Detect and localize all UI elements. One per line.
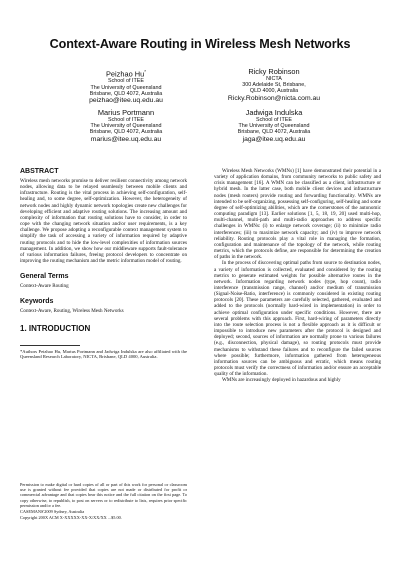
introduction-heading: 1. INTRODUCTION: [20, 323, 91, 333]
author-affiliation-line: QLD 4000, Australia: [249, 88, 299, 95]
author-card: [206, 67, 342, 105]
author-card: [58, 108, 194, 144]
author-affiliation-line: The University of Queensland: [238, 123, 310, 130]
author-affiliation-line: 300 Adelaide St, Brisbane,: [242, 82, 306, 89]
author-affiliation-line: School of ITEE: [108, 117, 144, 124]
copyright-text: Copyright 200X ACM X-XXXXX-XX-X/XX/XX ...$5.00.: [20, 515, 122, 521]
general-terms-text: Context-Aware Routing: [20, 283, 69, 290]
general-terms-heading: General Terms: [20, 273, 69, 281]
author-name: Ricky Robinson: [248, 67, 300, 76]
author-affiliation-line: The University of Queensland: [90, 123, 162, 130]
author-name: Jadwiga Indulska: [245, 108, 303, 118]
abstract-text: Wireless mesh networks promise to deliver resilient connectivity among network nodes, allowing data to be relayed seamlessly between mobile clients and infrastructure. Routing is the vital process in achieving self-configuration, self-healing and, to some degree, self-optimization. However, the heterogeneity of network nodes and highly dynamic network topologies create new challenges for developing efficient and adaptive routing solutions. The increasing amount and complexity of information that routing solutions have to consider, in order to cope with the changing network situation and/or user requirements, is a key challenge. We propose adopting a reconfigurable context management system to simplify the task of accessing a variety of information required by adaptive routing protocols and to hide the low-level complexities of information sources management. In addition, we show how our middleware supports fault-tolerance of various information failures, freeing protocol developers to concentrate on improving the routing mechanism and the metric information model of routing.: [20, 178, 187, 265]
author-email: marius@itee.uq.edu.au: [90, 135, 162, 143]
author-affiliation-line: School of ITEE: [256, 117, 292, 124]
keywords-heading: Keywords: [20, 298, 54, 306]
intro-paragraph: WMNs are increasingly deployed in hazardous and highly: [222, 377, 341, 384]
intro-paragraph: In the process of discovering optimal paths from source to destination nodes, a variety of information is collected, evaluated and considered by the routing metrics to generate estimated weights for possible alternative routes in the network. Information regarding network nodes (type, hop count), radio interference (transmission range, channel) and/or medium of transmission (Signal-Noise-Ratio, interference) is commonly considered in existing routing protocols [20]. These parameters are carefully selected, gathered, evaluated and added to the protocols (normally hard-wired in implementation) in order to achieve optimal configuration under specific conditions. However, there are several problems with this approach. First, hard-wiring of parameters directly into the route selection process is not a flexible approach as it is difficult or impossible to introduce new parameters after the protocol is designed and deployed; second, sources of information are normally prone to various failures (e.g., disconnection, physical damage), so routing protocols must provide mechanisms to withstand these failures and to reconfigure the failed sources where possible; furthermore, information gathered from heterogeneous information sources can be ambiguous and erratic, which means routing protocols must verify the correctness of information and/or ensure an acceptable quality of the information.: [214, 260, 381, 378]
venue-text: CASEMANS'2009 Sydney, Australia: [20, 509, 85, 515]
keywords-text: Context-Aware, Routing, Wireless Mesh Networks: [20, 308, 124, 315]
author-affiliation-line: The University of Queensland: [90, 84, 162, 91]
author-card: [58, 67, 194, 105]
author-affiliation-line: NICTA: [266, 76, 282, 82]
right-column: [214, 168, 381, 383]
author-email: peizhao@itee.uq.edu.au: [89, 97, 163, 105]
abstract-heading: ABSTRACT: [20, 168, 59, 175]
permission-text: Permission to make digital or hard copies of all or part of this work for personal or classroom use is granted without fee provided that copies are not made or distributed for profit or commercial advantage and that copies bear this notice and the full citation on the first page. To copy otherwise, to republish, to post on servers or to redistribute to lists, requires prior specific permission and/or a fee.: [20, 482, 187, 508]
footnote-mark: *: [144, 69, 146, 74]
footnote-rule: [20, 345, 80, 346]
paper-title: Context-Aware Routing in Wireless Mesh Networks: [49, 37, 351, 51]
permission-block: [20, 482, 187, 521]
author-name: Marius Portmann: [97, 108, 155, 118]
intro-paragraph: Wireless Mesh Networks (WMNs) [1] have demonstrated their potential in a variety of application domains, from community networks to public safety and crisis management [16]. A WMN can be classified as a client, infrastructure or hybrid mesh. In the latter case, both mobile client devices and infrastructure nodes (mesh routers) provide routing and forwarding functionality. WMNs are intended to be self-organizing, possessing self-configuring, self-healing and some degree of self-optimizing abilities, which are the cornerstones of the autonomic computing paradigm [13]. Earlier solutions [1, 5, 18, 19, 20] used multi-hop, multi-channel, multi-path and multi-radio approaches to address specific challenges in WMNs: (i) to enlarge network coverage; (ii) to minimize radio interferences; (iii) to maximize network capacity; and (iv) to improve network reliability. Routing protocols play a vital role in managing the formation, configuration and maintenance of the topology of the network, while routing metrics, which the protocols define, are responsible for determining the creation of paths in the network.: [214, 168, 381, 261]
left-column: [20, 168, 187, 359]
author-name: Peizhao Hu*: [106, 69, 146, 79]
author-email: jaga@itee.uq.edu.au: [242, 135, 306, 143]
author-affiliation-line: Brisbane, QLD 4072, Australia: [89, 129, 163, 136]
author-card: [206, 108, 342, 144]
footnote-text: *Authors Peizhao Hu, Marius Portmann and Jadwiga Indulska are also affiliated with the Queensland Research Laboratory, NICTA, Brisbane, QLD 4000, Australia.: [20, 348, 187, 359]
author-block: [58, 67, 342, 144]
author-email: Ricky.Robinson@nicta.com.au: [227, 94, 321, 102]
author-affiliation-line: Brisbane, QLD 4072, Australia: [89, 90, 163, 97]
author-affiliation-line: School of ITEE: [108, 78, 144, 85]
author-affiliation-line: Brisbane, QLD 4072, Australia: [237, 129, 311, 136]
